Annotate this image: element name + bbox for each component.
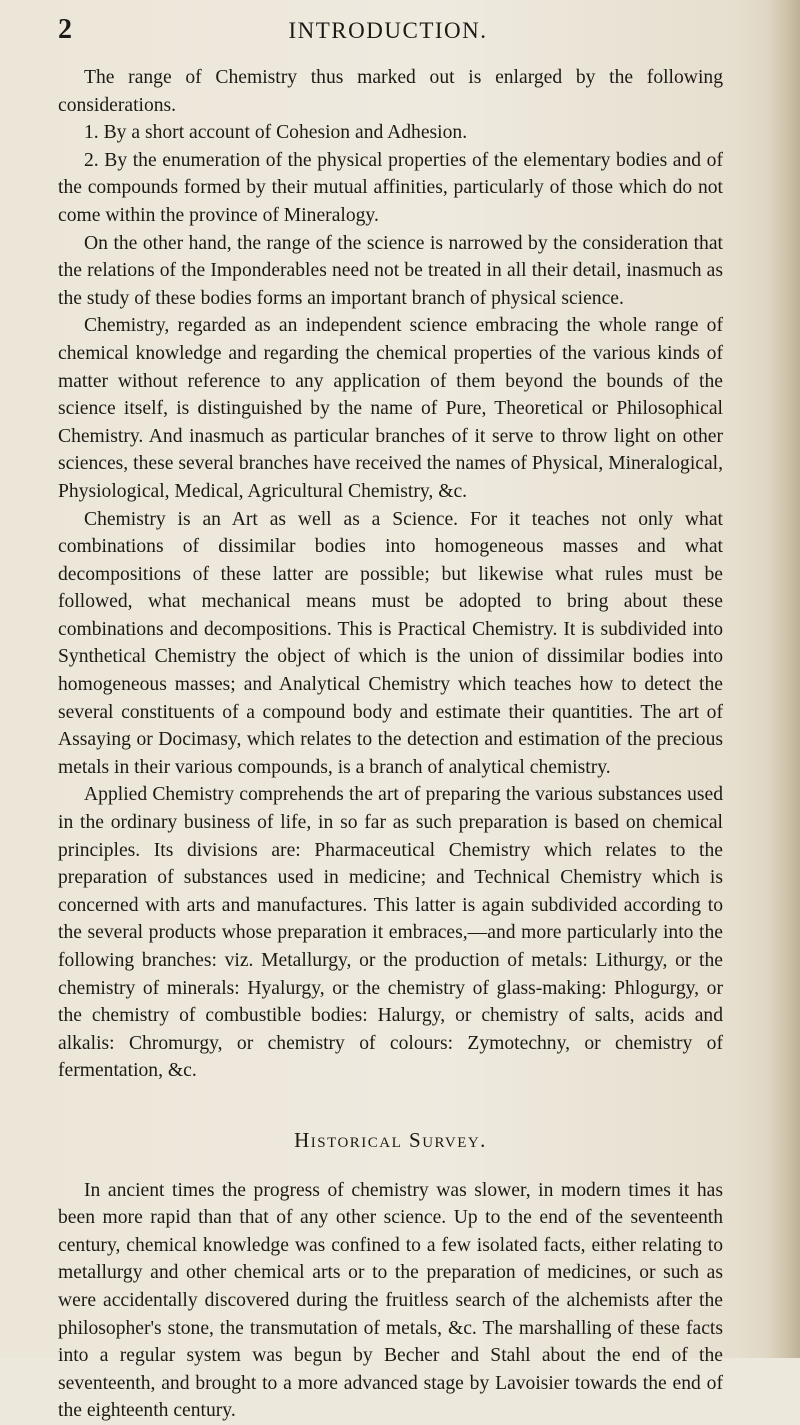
page-body — [58, 64, 723, 1425]
page-number: 2 — [58, 14, 72, 45]
paragraph: Chemistry, regarded as an independent science embracing the whole range of chemical knowledge and regarding the chemical properties of the various kinds of matter without reference to any application of them beyond the bounds of the science itself, is distinguished by the name of Pure, Theoretical or Philosophical Chemistry. And inasmuch as particular branches of it serve to throw light on other sciences, these several branches have received the names of Physical, Mineralogical, Physiological, Medical, Agricultural Chemistry, &c. — [58, 315, 723, 502]
running-head: INTRODUCTION. — [288, 18, 488, 43]
paragraph: 1. By a short account of Cohesion and Adhesion. — [84, 122, 468, 144]
page-edge-shadow — [766, 0, 800, 1358]
paragraph: 2. By the enumeration of the physical properties of the elementary bodies and of the compounds formed by their mutual affinities, particularly of those which do not come within the province of Mineralogy. — [58, 149, 723, 226]
paragraph: On the other hand, the range of the science is narrowed by the consideration that the relations of the Imponderables need not be treated in all their detail, inasmuch as the study of these bodies forms an important branch of physical science. — [58, 232, 723, 309]
section-heading: Historical Survey. — [294, 1127, 487, 1152]
paragraph: The range of Chemistry thus marked out is enlarged by the following considerations. — [58, 67, 723, 116]
paragraph: Applied Chemistry comprehends the art of preparing the various substances used in the ordinary business of life, in so far as such preparation is based on chemical principles. Its divisions are: Pharmaceutical Chemistry which relates to the preparation of substances used in medicine; and Technical Chemistry which is concerned with arts and manufactures. This latter is again subdivided according to the several products whose preparation it embraces,—and more particularly into the following branches: viz. Metallurgy, or the production of metals: Lithurgy, or the chemistry of minerals: Hyalurgy, or the chemistry of glass-making: Phlogurgy, or the chemistry of combustible bodies: Halurgy, or chemistry of salts, acids and alkalis: Chromurgy, or chemistry of colours: Zymotechny, or chemistry of fermentation, &c. — [58, 784, 723, 1082]
page-header — [58, 14, 718, 54]
paragraph: Chemistry is an Art as well as a Science. For it teaches not only what combinations of dissimilar bodies into homogeneous masses and what decompositions of these latter are possible; but likewise what rules must be followed, what mechanical means must be adopted to bring about these combinations and decompositions. This is Practical Chemistry. It is subdivided into Synthetical Chemistry the object of which is the union of dissimilar bodies into homogeneous masses; and Analytical Chemistry which teaches how to detect the several constituents of a compound body and estimate their quantities. The art of Assaying or Docimasy, which relates to the detection and estimation of the precious metals in their various compounds, is a branch of analytical chemistry. — [58, 508, 723, 778]
paragraph: In ancient times the progress of chemistry was slower, in modern times it has been more rapid than that of any other science. Up to the end of the seventeenth century, chemical knowledge was confined to a few isolated facts, either relating to metallurgy and other chemical arts or to the preparation of medicines, or such as were accidentally discovered during the fruitless search of the alchemists after the philosopher's stone, the transmutation of metals, &c. The marshalling of these facts into a regular system was begun by Becher and Stahl about the end of the seventeenth, and brought to a more advanced stage by Lavoisier towards the end of the eighteenth century. — [58, 1179, 723, 1422]
